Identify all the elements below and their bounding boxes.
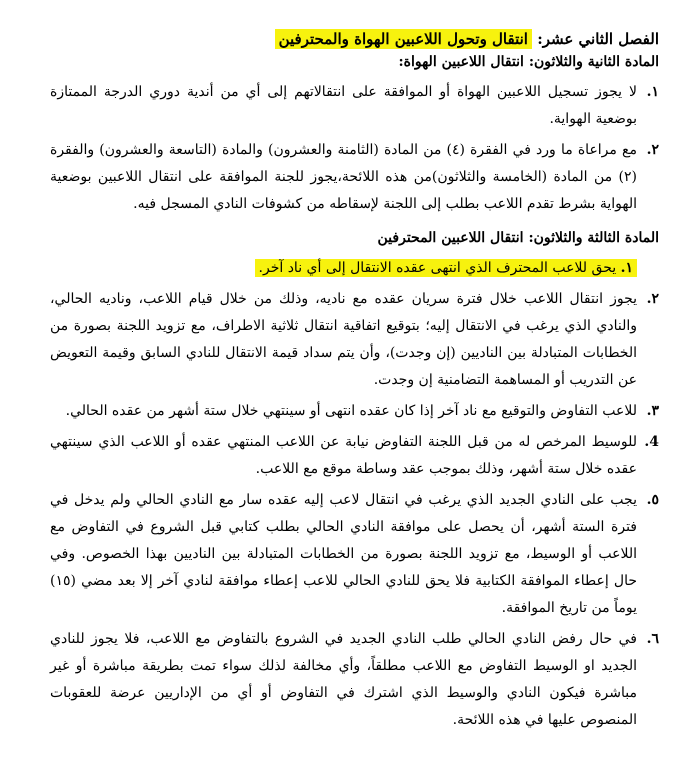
list-item [50,398,659,425]
chapter-title-highlighted: انتقال وتحول اللاعبين الهواة والمحترفين [275,29,532,49]
item-text: لا يجوز تسجيل اللاعبين الهواة أو الموافقة على انتقالاتهم إلى أي من أندية دوري الدرجة الممتازة بوضعية الهواية. [50,84,637,127]
highlighted-item [255,259,637,277]
item-number: ٢. [646,142,659,158]
item-text: مع مراعاة ما ورد في الفقرة (٤) من المادة (الثامنة والعشرون) والمادة (التاسعة والعشرون) والفقرة (٢) من المادة (الخامسة والثلاثون)من هذه اللائحة،يجوز للجنة الموافقة على انتقال اللاعبين بوضعية الهواية بشرط تقدم اللاعب بطلب إلى اللجنة لإسقاطه من كشوفات النادي المسجل فيه. [50,142,637,212]
item-text: يجب على النادي الجديد الذي يرغب في انتقال لاعب إليه عقده سار مع النادي الحالي ولم يدخل في فترة الستة أشهر، أن يحصل على موافقة النادي الحالي بطلب كتابي قبل الشروع في التفاوض مع اللاعب أو الوسيط، مع تزويد اللجنة بصورة من الخطابات المتبادلة بين الناديين بهذا الخصوص. وفي حال إعطاء الموافقة الكتابية فلا يحق للنادي الحالي للاعب إعطاء موافقة لنادي آخر إلا بعد مضي (١٥) يوماً من تاريخ الموافقة. [50,492,637,616]
chapter-prefix: الفصل الثاني عشر: [531,30,659,48]
item-number: ٣. [646,403,659,419]
item-text: للاعب التفاوض والتوقيع مع ناد آخر إذا كان عقده انتهى أو سينتهي خلال ستة أشهر من عقده الحالي. [65,403,637,419]
item-number: 4. [644,434,659,450]
list-item-highlighted [50,255,659,282]
chapter-title [50,28,659,50]
list-item [50,286,659,394]
list-item [50,137,659,218]
article-33-list [50,255,659,734]
article-33-title: المادة الثالثة والثلاثون: انتقال اللاعبين المحترفين [377,230,659,246]
item-text: يجوز انتقال اللاعب خلال فترة سريان عقده مع ناديه، وذلك من خلال قيام اللاعب، وناديه الحالي، والنادي الذي يرغب في الانتقال إليه؛ بتوقيع اتفاقية انتقال ثلاثية الاطراف، مع تزويد اللجنة بصورة من الخطابات المتبادلة بين الناديين (إن وجدت)، وأن يتم سداد قيمة الانتقال للنادي السابق وقيمة التعويض عن التدريب أو المساهمة التضامنية إن وجدت. [50,291,637,388]
list-item [50,487,659,622]
list-item [50,429,659,483]
item-text: للوسيط المرخص له من قبل اللجنة التفاوض نيابة عن اللاعب المنتهي عقده أو اللاعب الذي سينتهي عقده خلال ستة أشهر، وذلك بموجب عقد وساطة موقع مع اللاعب. [50,434,637,477]
item-number: ١. [620,260,633,276]
list-item [50,626,659,734]
item-number: ١. [646,84,659,100]
article-32-title: المادة الثانية والثلاثون: انتقال اللاعبين الهواة: [398,54,659,70]
item-number: ٦. [646,631,659,647]
item-number: ٢. [646,291,659,307]
article-32-list [50,79,659,218]
list-item [50,79,659,133]
item-number: ٥. [646,492,659,508]
item-text: يحق للاعب المحترف الذي انتهى عقده الانتقال إلى أي ناد آخر. [258,260,617,276]
item-text: في حال رفض النادي الحالي طلب النادي الجديد في الشروع بالتفاوض مع اللاعب، فلا يجوز للنادي الجديد او الوسيط التفاوض مع اللاعب مطلقاً، وأي مخالفة لذلك سواء تمت بطريقة مباشرة أو غير مباشرة فيكون النادي والوسيط الذي اشترك في التفاوض أو أي من الإداريين عرضة للعقوبات المنصوص عليها في هذه اللائحة. [50,631,637,728]
